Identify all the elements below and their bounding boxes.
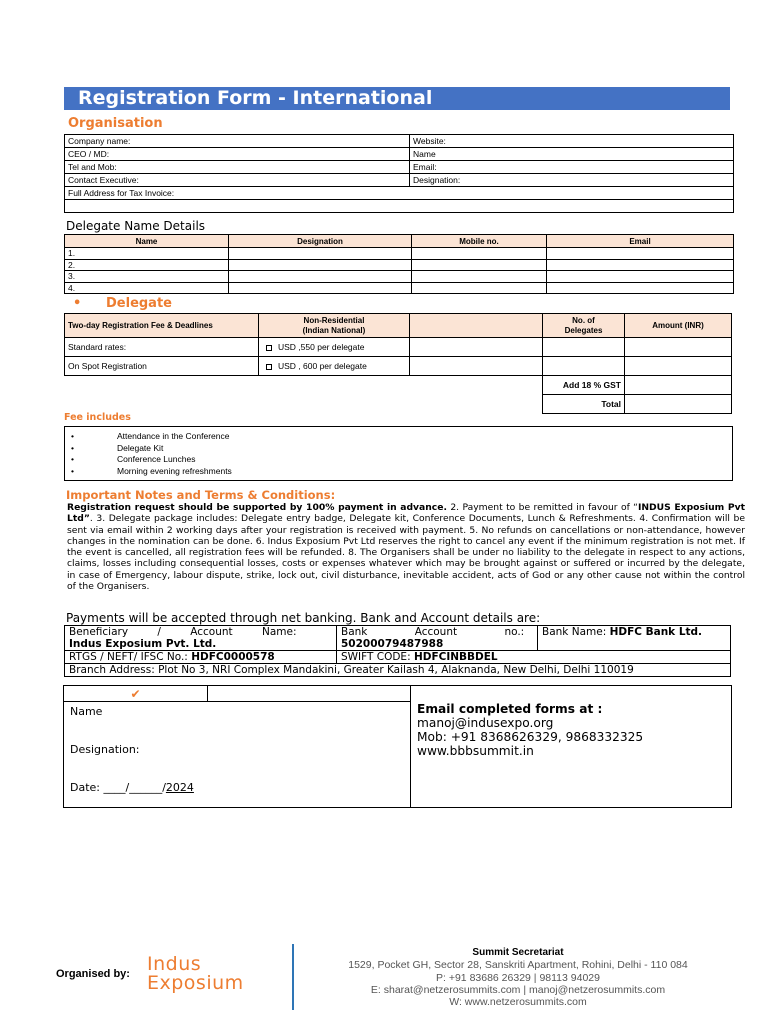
delegate-email-cell[interactable] [547,259,734,271]
column-header-delegates [543,314,625,338]
list-item-text: Delegate Kit [117,442,164,453]
company-name-field[interactable]: Company name: [65,135,410,148]
table-header-row [65,235,734,248]
table-row [65,282,734,294]
email-info-cell [411,686,732,808]
column-header-mobile: Mobile no. [412,235,547,248]
secretariat-email[interactable]: E: sharat@netzerosummits.com | manoj@netzerosummits.com [370,983,666,996]
table-row [65,338,732,357]
secretariat-block [318,947,718,1008]
beneficiary-label: Beneficiary / Account Name: [69,626,297,638]
column-header-non-residential [259,314,410,338]
tax-address-continued-field[interactable] [65,200,734,213]
signature-fields-cell [64,702,411,808]
table-row [65,271,734,283]
blank-cell [208,686,411,702]
notes-text-2: . 3. Delegate package includes: Delegate entry badge, Delegate kit, Conference Documents, Lunch & Refreshments. 4. Confirmation will be sent via email within 2 working days after your registration is received with payment. 5. No refunds on cancellations or non-attendance, however changes in the nomination can be done. 6. Indus Exposium Pvt Ltd reserves the right to cancel any event if the minimum registration is not met. If the event is cancelled, all registration fees will be refunded. 8. The Organisers shall be under no liability to the delegate in respect to any actions, claims, losses including consequential losses, costs or expenses whatever which may be brought against or suffered or incurred by the delegate, in case of Emergency, labour dispute, strike, lock out, civil disturbance, inevitable accident, acts of God or any other cause not within the control of the Organisers. [67,513,745,593]
list-item [71,466,732,478]
fee-includes-list [64,426,733,481]
beneficiary-value: Indus Exposium Pvt. Ltd. [69,638,217,650]
table-row [65,664,731,677]
non-residential-label: Non-Residential [303,315,365,325]
column-header-amount: Amount (INR) [625,314,732,338]
form-title: Registration Form - International [78,87,433,109]
fee-row-label: On Spot Registration [65,357,259,376]
delegate-heading: Delegate [106,296,172,311]
rtgs-cell [65,651,337,664]
fee-price: USD ,550 per delegate [278,342,365,352]
table-row [65,395,732,414]
column-header-designation: Designation [229,235,412,248]
payment-intro: Payments will be accepted through net banking. Bank and Account details are: [66,611,541,625]
contact-mobile: Mob: +91 8368626329, 9868332325 [417,730,644,744]
secretariat-phone: P: +91 83686 26329 | 98113 94029 [436,971,600,984]
delegate-mobile-cell[interactable] [412,259,547,271]
list-item [71,454,732,466]
delegates-label: Delegates [564,325,603,335]
bank-name-cell [538,626,731,651]
delegate-name-cell[interactable]: 3. [65,271,229,283]
table-row [65,376,732,395]
list-item-text: Conference Lunches [117,454,196,465]
blank-cell [410,338,543,357]
logo-line-2: Exposium [147,972,244,994]
delegate-bullet: • [73,296,82,311]
sign-designation-label[interactable]: Designation: [70,743,140,756]
total-amount-cell[interactable] [625,395,732,414]
secretariat-address: 1529, Pocket GH, Sector 28, Sanskriti Apartment, Rohini, Delhi - 110 084 [348,959,688,972]
fee-row-label: Standard rates: [65,338,259,357]
tax-address-field[interactable]: Full Address for Tax Invoice: [65,187,734,200]
delegate-designation-cell[interactable] [229,271,412,283]
indian-national-label: (Indian National) [302,325,366,335]
tick-cell [64,686,208,702]
delegate-mobile-cell[interactable] [412,282,547,294]
fee-option[interactable] [259,338,410,357]
empty-cell [259,395,410,414]
amount-cell[interactable] [625,357,732,376]
checkbox-icon[interactable] [266,364,272,370]
table-row [65,187,734,200]
indus-exposium-logo [147,955,244,993]
delegate-mobile-cell[interactable] [412,248,547,260]
tel-mob-field[interactable]: Tel and Mob: [65,161,410,174]
footer-divider [292,944,294,1010]
delegate-designation-cell[interactable] [229,259,412,271]
bullet-icon: • [71,454,74,465]
table-header-row [65,314,732,338]
delegate-count-cell[interactable] [543,338,625,357]
website-field[interactable]: Website: [410,135,734,148]
notes-bold-1: Registration request should be supported by 100% payment in advance. [67,502,447,513]
total-label: Total [543,395,625,414]
account-cell [337,626,538,651]
column-header-name: Name [65,235,229,248]
delegate-name-cell[interactable]: 1. [65,248,229,260]
date-prefix: Date: ____/______/ [70,781,166,794]
secretariat-website[interactable]: W: www.netzerosummits.com [449,996,587,1009]
delegate-name-cell[interactable]: 4. [65,282,229,294]
list-item-text: Morning evening refreshments [117,466,232,477]
check-mark-icon: ✔ [130,686,141,701]
table-row [64,686,732,702]
bullet-icon: • [71,442,74,453]
delegate-email-cell[interactable] [547,282,734,294]
empty-cell [65,395,259,414]
fee-option[interactable] [259,357,410,376]
organised-by-label: Organised by: [56,968,130,980]
delegate-email-cell[interactable] [547,248,734,260]
name-field[interactable]: Name [410,148,734,161]
swift-value: HDFCINBBDEL [413,651,498,663]
account-value: 50200079487988 [341,638,444,650]
delegate-fee-table [64,313,732,414]
amount-cell[interactable] [625,338,732,357]
bank-name-label: Bank Name: [542,626,607,638]
email-heading: Email completed forms at : [417,702,603,716]
gst-amount-cell[interactable] [625,376,732,395]
bullet-icon: • [71,466,74,477]
delegate-mobile-cell[interactable] [412,271,547,283]
notes-bold-2: INDUS Exposium Pvt Ltd” [67,502,745,525]
notes-heading: Important Notes and Terms & Conditions: [66,488,336,502]
table-row [65,135,734,148]
date-year: 2024 [165,781,194,794]
sign-name-label[interactable]: Name [70,705,103,718]
swift-label: SWIFT CODE: [341,651,411,663]
bank-details-table [64,625,731,677]
rtgs-value: HDFC0000578 [191,651,275,663]
ceo-md-field[interactable]: CEO / MD: [65,148,410,161]
table-row [65,651,731,664]
fee-price: USD , 600 per delegate [278,361,367,371]
notes-text-1: 2. Payment to be remitted in favour of “ [446,502,638,513]
terms-paragraph [67,502,745,592]
table-row [65,626,731,651]
table-row [65,148,734,161]
delegate-email-cell[interactable] [547,271,734,283]
organisation-table [64,134,734,213]
empty-cell [259,376,410,395]
sign-date-field[interactable] [70,778,404,797]
bullet-icon: • [71,431,74,441]
table-row [65,174,734,187]
column-header-blank [410,314,543,338]
contact-email[interactable]: manoj@indusexpo.org [417,716,554,730]
delegate-name-cell[interactable]: 2. [65,259,229,271]
table-row [65,161,734,174]
table-row [65,259,734,271]
table-row [65,357,732,376]
bank-name-value: HDFC Bank Ltd. [609,626,703,638]
gst-label: Add 18 % GST [543,376,625,395]
fee-includes-heading: Fee includes [64,412,131,423]
form-title-bar [64,87,730,110]
swift-cell [337,651,731,664]
no-of-label: No. of [572,315,595,325]
beneficiary-cell [65,626,337,651]
delegate-designation-cell[interactable] [229,248,412,260]
organisation-heading: Organisation [68,116,163,131]
empty-cell [410,376,543,395]
rtgs-label: RTGS / NEFT/ IFSC No.: [69,651,188,663]
list-item [71,443,732,455]
table-row [65,248,734,260]
branch-address: Branch Address: Plot No 3, NRI Complex Mandakini, Greater Kailash 4, Alaknanda, New Delhi, Delhi 110019 [65,664,731,677]
delegate-designation-cell[interactable] [229,282,412,294]
contact-website[interactable]: www.bbbsummit.in [417,744,534,758]
email-field[interactable]: Email: [410,161,734,174]
logo-line-1: Indus [147,953,202,975]
delegate-name-details-title: Delegate Name Details [66,219,206,233]
list-item [71,431,732,443]
column-header-email: Email [547,235,734,248]
account-label: Bank Account no.: [341,626,525,638]
table-row [65,200,734,213]
column-header-fee: Two-day Registration Fee & Deadlines [65,314,259,338]
empty-cell [410,395,543,414]
list-item-text: Attendance in the Conference [117,431,230,441]
delegate-count-cell[interactable] [543,357,625,376]
checkbox-icon[interactable] [266,345,272,351]
contact-executive-field[interactable]: Contact Executive: [65,174,410,187]
signature-table [63,685,732,808]
delegate-name-table [64,234,734,294]
designation-field[interactable]: Designation: [410,174,734,187]
empty-cell [65,376,259,395]
blank-cell [410,357,543,376]
secretariat-heading: Summit Secretariat [472,947,564,958]
